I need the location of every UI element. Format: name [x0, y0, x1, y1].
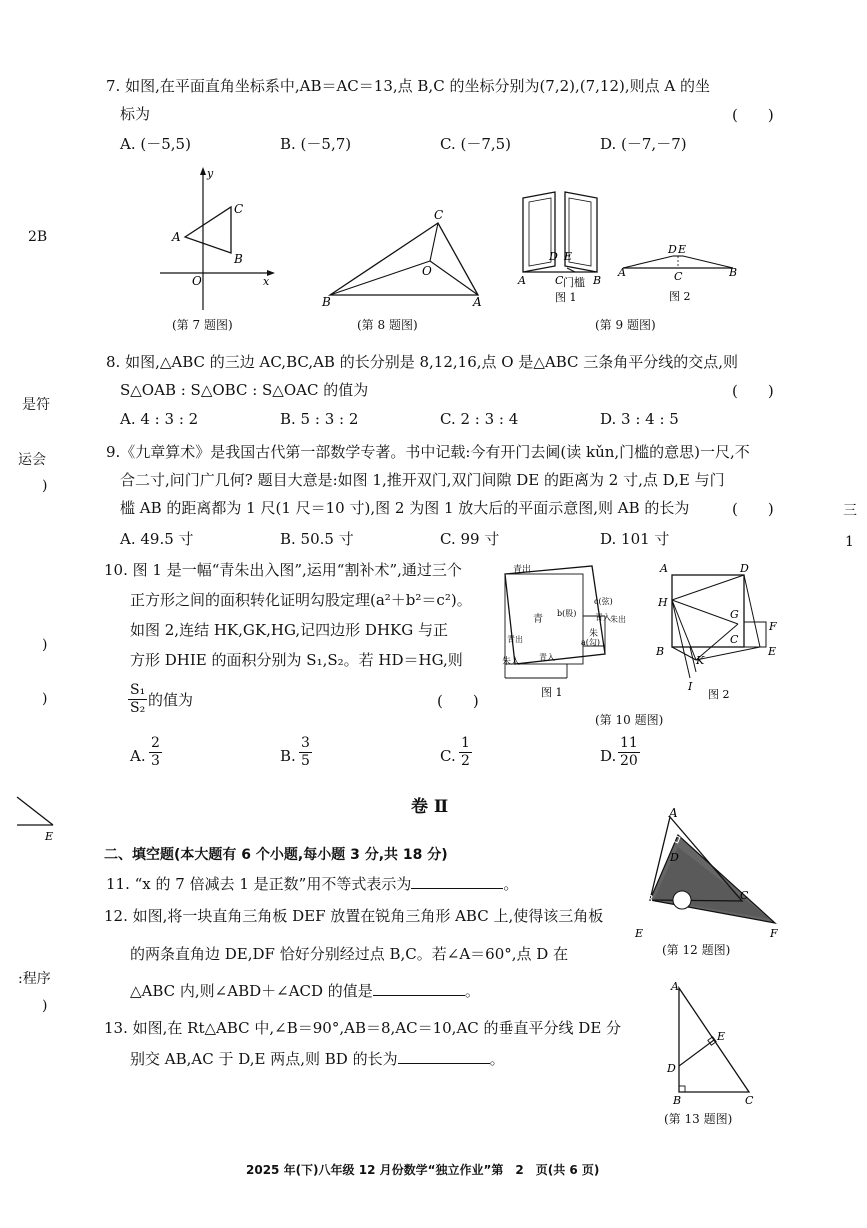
svg-text:I: I	[688, 680, 693, 693]
q13-stem-line2: 别交 AB,AC 于 D,E 两点,则 BD 的长为 。	[130, 1050, 505, 1068]
svg-text:O: O	[192, 274, 202, 288]
svg-text:B: B	[593, 274, 602, 287]
q9-option-d: D. 101 寸	[600, 530, 670, 548]
q9-stem-line1: 9.《九章算术》是我国古代第一部数学专著。书中记载:今有开门去阃(读 kǔn,门槛的意思)一尺,不	[106, 443, 750, 461]
figure-9-caption: (第 9 题图)	[595, 318, 656, 332]
figure-13-caption: (第 13 题图)	[664, 1112, 733, 1126]
q7-stem-line2: 标为	[120, 105, 151, 123]
svg-text:朱出: 朱出	[610, 615, 626, 624]
svg-text:青入: 青入	[539, 653, 555, 662]
svg-text:青出: 青出	[513, 565, 532, 575]
svg-text:D: D	[549, 250, 558, 263]
q10-stem-line1: 10. 图 1 是一幅“青朱出入图”,运用“割补术”,通过三个	[104, 561, 462, 579]
margin-text: )	[42, 637, 48, 653]
figure-10-qingzhu-diagram	[497, 560, 632, 705]
q12-stem-line1: 12. 如图,将一块直角三角板 DEF 放置在锐角三角形 ABC 上,使得该三角板	[104, 907, 604, 925]
margin-label: E	[45, 830, 54, 843]
svg-text:门槛: 门槛	[563, 276, 585, 289]
figure-9-door-figure-1	[515, 188, 615, 303]
margin-figure-fragment	[15, 795, 60, 845]
svg-text:x: x	[263, 275, 270, 288]
q8-stem-line2: S△OAB : S△OBC : S△OAC 的值为	[120, 381, 369, 399]
svg-text:A: A	[618, 266, 626, 279]
svg-text:E: E	[635, 927, 644, 940]
q13-stem-line1: 13. 如图,在 Rt△ABC 中,∠B＝90°,AB＝8,AC＝10,AC 的垂直平分线 DE 分	[104, 1019, 622, 1037]
svg-text:c(弦): c(弦)	[594, 597, 613, 606]
svg-text:E: E	[768, 645, 777, 658]
margin-text: 2B	[28, 229, 48, 245]
svg-text:B: B	[656, 645, 665, 658]
svg-text:E: E	[564, 250, 573, 263]
q9-option-a: A. 49.5 寸	[120, 530, 194, 548]
svg-text:D: D	[667, 1062, 676, 1075]
svg-text:A: A	[671, 980, 679, 993]
q7-stem-line1: 7. 如图,在平面直角坐标系中,AB＝AC＝13,点 B,C 的坐标分别为(7,2),(7,12),则点 A 的坐	[106, 77, 711, 95]
q8-option-d: D. 3 : 4 : 5	[600, 410, 679, 428]
figure-7-caption: (第 7 题图)	[172, 318, 233, 332]
q7-option-c: C. (－7,5)	[440, 135, 512, 153]
q10-option-a-label: A.	[130, 747, 146, 765]
svg-text:A: A	[660, 562, 668, 575]
figure-10-square-diagram-2	[650, 560, 785, 705]
figure-9-door-figure-2	[615, 238, 745, 303]
svg-text:C: C	[674, 270, 683, 283]
q10-stem-line4: 方形 DHIE 的面积分别为 S₁,S₂。若 HD＝HG,则	[130, 651, 463, 669]
svg-text:B: B	[322, 295, 331, 309]
page-footer: 2025 年(下)八年级 12 月份数学“独立作业”第 2 页(共 6 页)	[246, 1163, 600, 1177]
svg-text:图 1: 图 1	[555, 291, 577, 304]
svg-text:E: E	[717, 1030, 726, 1043]
svg-text:图 2: 图 2	[669, 290, 691, 303]
q7-option-d: D. (－7,－7)	[600, 135, 687, 153]
q12-stem-line2: 的两条直角边 DE,DF 恰好分别经过点 B,C。若∠A＝60°,点 D 在	[130, 945, 569, 963]
figure-10-caption: (第 10 题图)	[595, 713, 664, 727]
svg-text:D: D	[670, 851, 679, 864]
q10-option-b-fraction: $\frac{3}{5}$	[301, 735, 310, 769]
svg-text:F: F	[770, 927, 778, 940]
q7-answer-paren: ( )	[732, 106, 774, 124]
margin-text: 1	[845, 534, 854, 550]
q9-answer-paren: ( )	[732, 500, 774, 518]
q10-option-b-label: B.	[280, 747, 296, 765]
svg-text:C: C	[740, 889, 749, 902]
q10-option-a-fraction: $\frac{2}{3}$	[151, 735, 160, 769]
svg-text:D: D	[668, 243, 677, 256]
q9-option-c: C. 99 寸	[440, 530, 500, 548]
svg-text:H: H	[658, 596, 668, 609]
svg-text:青: 青	[533, 614, 543, 625]
svg-text:B: B	[673, 1094, 682, 1107]
q8-stem-line1: 8. 如图,△ABC 的三边 AC,BC,AB 的长分别是 8,12,16,点 O 是△ABC 三条角平分线的交点,则	[106, 353, 739, 371]
figure-8-caption: (第 8 题图)	[357, 318, 418, 332]
svg-text:A: A	[669, 806, 678, 820]
margin-text: )	[42, 478, 48, 494]
figure-13-right-triangle	[665, 980, 765, 1105]
svg-text:D: D	[740, 562, 749, 575]
q7-option-a: A. (－5,5)	[120, 135, 191, 153]
svg-text:青出: 青出	[507, 635, 523, 644]
svg-text:A: A	[172, 230, 181, 244]
svg-text:B: B	[645, 893, 654, 906]
figure-8-triangle	[318, 205, 493, 310]
svg-text:K: K	[696, 654, 705, 667]
figure-12-caption: (第 12 题图)	[662, 943, 731, 957]
q10-option-d-fraction: $\frac{11}{20}$	[620, 735, 638, 769]
q8-option-a: A. 4 : 3 : 2	[120, 410, 199, 428]
q7-option-b: B. (－5,7)	[280, 135, 352, 153]
svg-text:O: O	[422, 264, 432, 278]
q8-answer-paren: ( )	[732, 382, 774, 400]
q10-option-d-label: D.	[600, 747, 617, 765]
svg-text:y: y	[207, 167, 214, 180]
svg-text:朱入: 朱入	[502, 657, 521, 667]
svg-text:B: B	[729, 266, 738, 279]
q8-option-b: B. 5 : 3 : 2	[280, 410, 359, 428]
q12-stem-line3: △ABC 内,则∠ABD＋∠ACD 的值是 。	[130, 982, 480, 1000]
q10-option-c-label: C.	[440, 747, 456, 765]
q10-stem-line2: 正方形之间的面积转化证明勾股定理(a²＋b²＝c²)。	[130, 591, 472, 609]
q10-answer-paren: ( )	[437, 692, 479, 710]
q9-stem-line3: 槛 AB 的距离都为 1 尺(1 尺＝10 寸),图 2 为图 1 放大后的平面示意图,则 AB 的长为	[120, 499, 690, 517]
svg-text:A: A	[473, 295, 482, 309]
margin-text: 运会	[18, 452, 46, 468]
svg-text:a(勾): a(勾)	[581, 638, 601, 647]
svg-text:C: C	[730, 633, 739, 646]
section-title: 卷 Ⅱ	[411, 797, 449, 817]
svg-text:G: G	[730, 608, 739, 621]
svg-text:图 1: 图 1	[541, 686, 563, 699]
margin-text: 是符	[22, 397, 50, 413]
margin-text: )	[42, 998, 48, 1014]
margin-text: )	[42, 691, 48, 707]
svg-text:A: A	[518, 274, 526, 287]
svg-text:b(股): b(股)	[557, 609, 577, 618]
svg-text:C: C	[234, 202, 244, 216]
svg-text:B: B	[234, 252, 243, 266]
figure-7-coordinate-plane	[155, 165, 285, 315]
q10-fraction: $\frac{\text{S₁}}{\text{S₂}}$	[130, 682, 146, 716]
q10-option-c-fraction: $\frac{1}{2}$	[461, 735, 470, 769]
svg-text:C: C	[434, 208, 444, 222]
q9-stem-line2: 合二寸,问门广几何? 题目大意是:如图 1,推开双门,双门间隙 DE 的距离为 2 寸,点 D,E 与门	[120, 471, 725, 489]
svg-text:F: F	[769, 620, 777, 633]
margin-text: :程序	[18, 971, 51, 987]
part2-header: 二、填空题(本大题有 6 个小题,每小题 3 分,共 18 分)	[104, 847, 448, 863]
svg-text:朱: 朱	[589, 629, 599, 639]
q10-stem-line5: 的值为	[148, 691, 194, 709]
margin-text: 三	[843, 503, 857, 519]
svg-text:青入: 青入	[595, 613, 611, 622]
q10-stem-line3: 如图 2,连结 HK,GK,HG,记四边形 DHKG 与正	[130, 621, 448, 639]
svg-text:C: C	[745, 1094, 754, 1107]
q8-option-c: C. 2 : 3 : 4	[440, 410, 519, 428]
svg-text:C: C	[555, 274, 564, 287]
svg-text:图 2: 图 2	[708, 688, 730, 701]
svg-text:E: E	[678, 243, 687, 256]
q9-option-b: B. 50.5 寸	[280, 530, 354, 548]
figure-12-triangle-set-square	[630, 806, 785, 940]
q11-stem: 11. “x 的 7 倍减去 1 是正数”用不等式表示为 。	[106, 875, 519, 893]
